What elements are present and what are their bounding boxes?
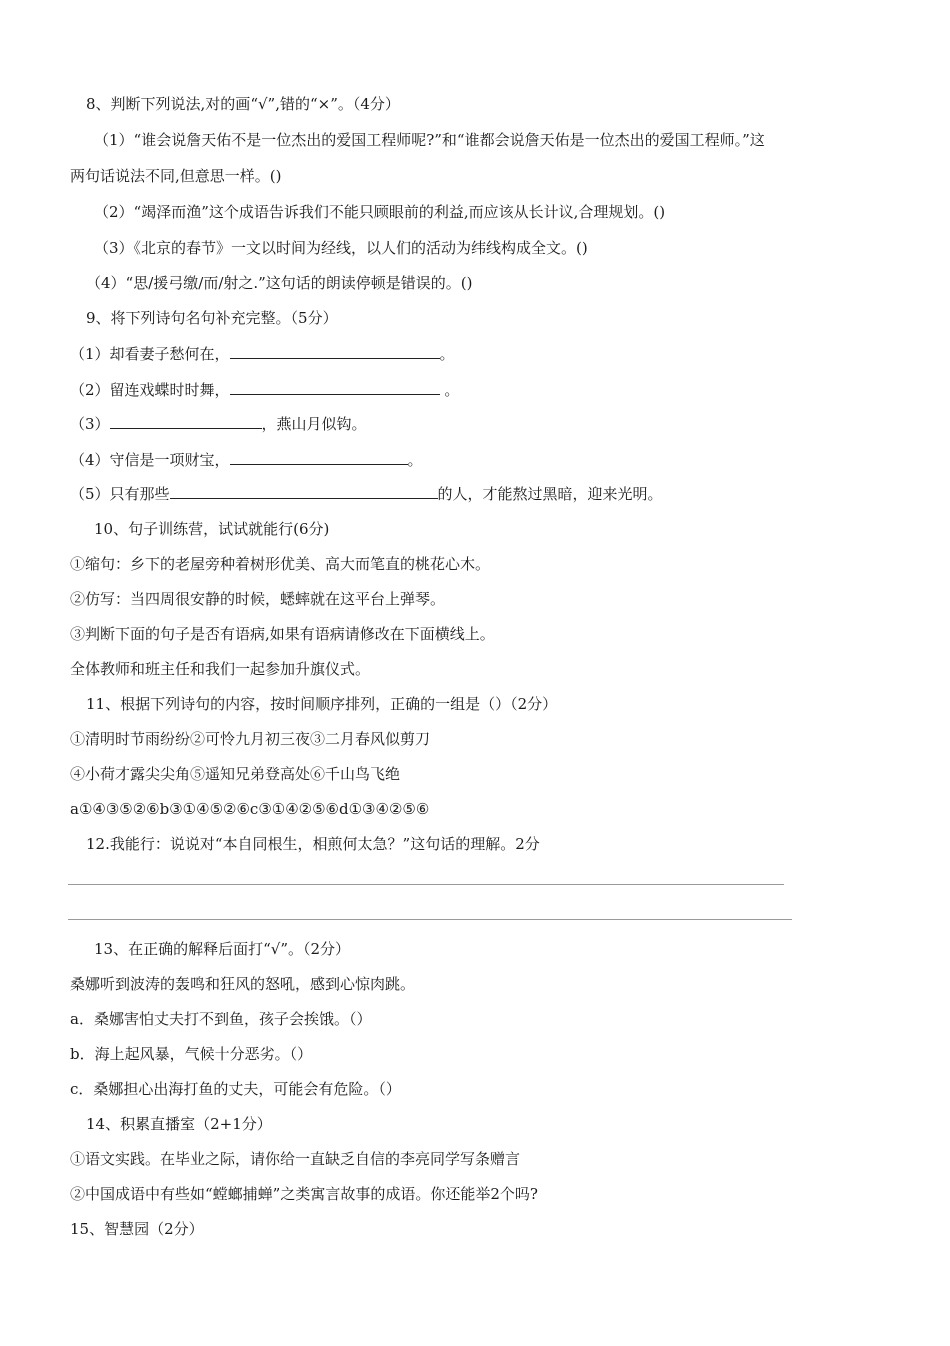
q9-line3-end: ，燕山月似钩。 <box>261 415 367 433</box>
q9-line2 <box>70 380 459 400</box>
q10-line3: ③判断下面的句子是否有语病,如果有语病请修改在下面横线上。 <box>70 625 495 643</box>
q9-blank-5[interactable] <box>170 484 438 499</box>
q12-answer-line-1[interactable] <box>68 884 784 885</box>
q14-line1: ①语文实践。在毕业之际，请你给一直缺乏自信的李亮同学写条赠言 <box>70 1150 521 1168</box>
q9-line5-text: （5）只有那些 <box>70 485 170 503</box>
q8-title: 8、判断下列说法,对的画“√”,错的“×”。（4分） <box>86 95 400 113</box>
q9-blank-4[interactable] <box>230 450 408 465</box>
q9-line2-text: （2）留连戏蝶时时舞， <box>70 381 230 399</box>
q9-line5-end: 的人，才能熬过黑暗，迎来光明。 <box>437 485 663 503</box>
q9-line1 <box>70 344 455 364</box>
q9-title: 9、将下列诗句名句补充完整。（5分） <box>86 309 338 327</box>
q8-item1-line1: （1）“谁会说詹天佑不是一位杰出的爱国工程师呢?”和“谁都会说詹天佑是一位杰出的爱国工程师。”这 <box>94 131 765 149</box>
q11-title: 11、根据下列诗句的内容，按时间顺序排列，正确的一组是（）（2分） <box>86 695 558 713</box>
q14-title: 14、积累直播室（2+1分） <box>86 1115 272 1133</box>
q9-line4 <box>70 450 423 470</box>
q9-line5 <box>70 484 663 504</box>
q9-line1-text: （1）却看妻子愁何在， <box>70 345 230 363</box>
q14-line2: ②中国成语中有些如“螳螂捕蝉”之类寓言故事的成语。你还能举2个吗? <box>70 1185 538 1203</box>
q8-item1-line2: 两句话说法不同,但意思一样。() <box>70 167 282 185</box>
q9-line2-end: 。 <box>439 381 460 399</box>
q11-options: a①④③⑤②⑥b③①④⑤②⑥c③①④②⑤⑥d①③④②⑤⑥ <box>70 800 430 818</box>
q9-line3-text: （3） <box>70 415 110 433</box>
q13-option-c: c．桑娜担心出海打鱼的丈夫，可能会有危险。（） <box>70 1080 401 1098</box>
q10-line2: ②仿写：当四周很安静的时候，蟋蟀就在这平台上弹琴。 <box>70 590 446 608</box>
q10-title: 10、句子训练营，试试就能行(6分) <box>94 520 330 538</box>
q9-blank-1[interactable] <box>230 344 440 359</box>
q13-option-b: b．海上起风暴，气候十分恶劣。（） <box>70 1045 313 1063</box>
q9-line3 <box>70 414 367 434</box>
q13-option-a: a．桑娜害怕丈夫打不到鱼，孩子会挨饿。（） <box>70 1010 372 1028</box>
q13-sentence: 桑娜听到波涛的轰鸣和狂风的怒吼，感到心惊肉跳。 <box>70 975 416 993</box>
q12-answer-line-2[interactable] <box>68 919 792 920</box>
q11-line1: ①清明时节雨纷纷②可怜九月初三夜③二月春风似剪刀 <box>70 730 431 748</box>
q11-line2: ④小荷才露尖尖角⑤遥知兄弟登高处⑥千山鸟飞绝 <box>70 765 401 783</box>
q8-item2: （2）“竭泽而渔”这个成语告诉我们不能只顾眼前的利益,而应该从长计议,合理规划。() <box>94 203 666 221</box>
q9-blank-2[interactable] <box>230 380 440 395</box>
q13-title: 13、在正确的解释后面打“√”。（2分） <box>94 940 351 958</box>
q9-line4-end: 。 <box>407 451 423 469</box>
q8-item3: （3）《北京的春节》一文以时间为经线，以人们的活动为纬线构成全文。() <box>94 239 588 257</box>
q10-line1: ①缩句：乡下的老屋旁种着树形优美、高大而笔直的桃花心木。 <box>70 555 491 573</box>
q9-line4-text: （4）守信是一项财宝， <box>70 451 230 469</box>
q9-blank-3[interactable] <box>110 414 262 429</box>
q10-line4: 全体教师和班主任和我们一起参加升旗仪式。 <box>70 660 371 678</box>
q12-title: 12.我能行：说说对“本自同根生，相煎何太急？”这句话的理解。2分 <box>86 835 540 853</box>
q8-item4: （4）“思/援弓缴/而/射之.”这句话的朗读停顿是错误的。() <box>86 274 473 292</box>
q15-title: 15、智慧园（2分） <box>70 1220 204 1238</box>
q9-line1-end: 。 <box>439 345 455 363</box>
